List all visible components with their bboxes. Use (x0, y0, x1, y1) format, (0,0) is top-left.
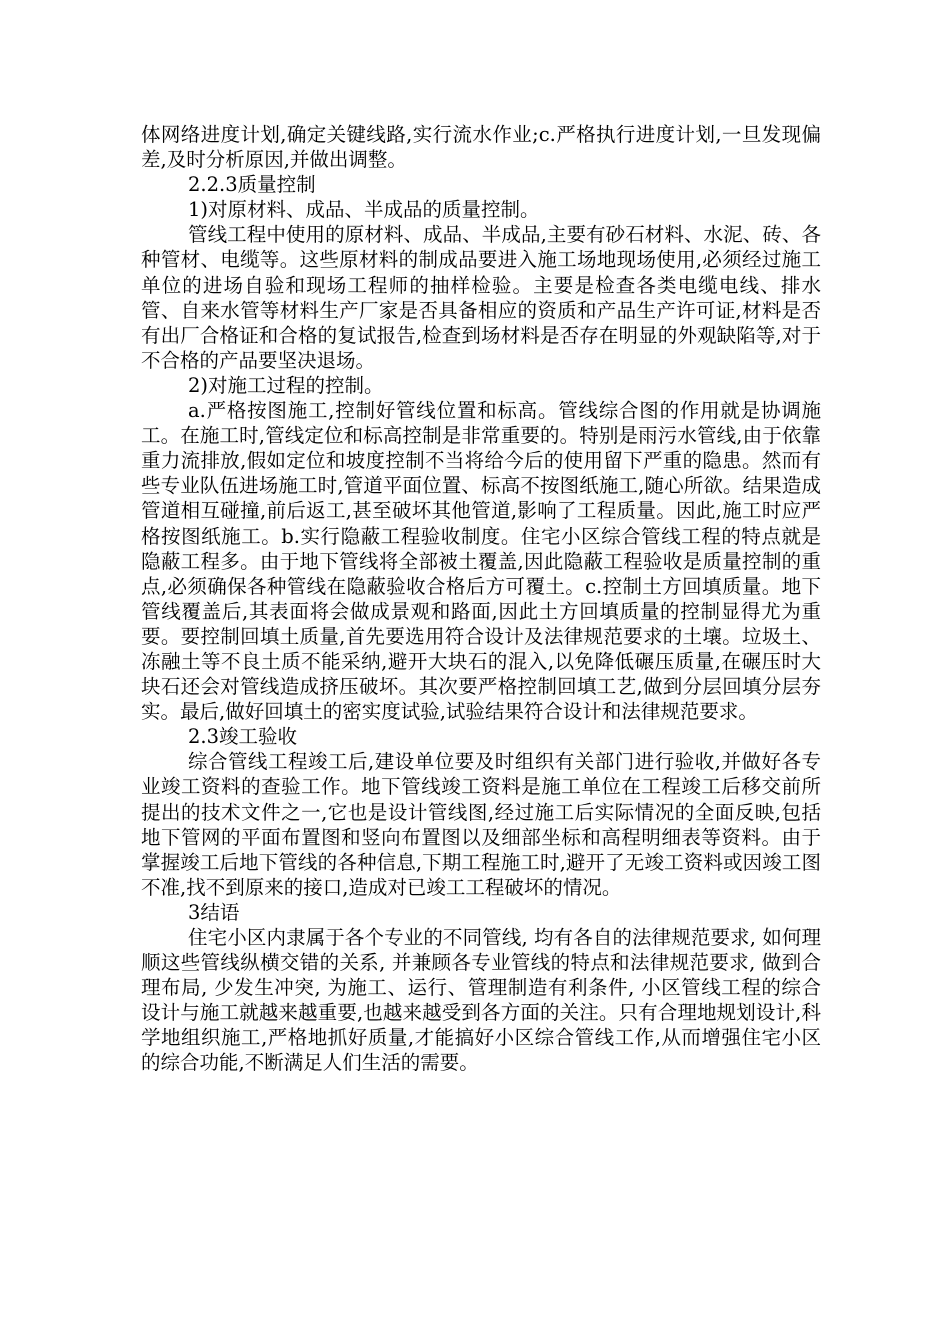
subheading-materials-control: 1)对原材料、成品、半成品的质量控制。 (188, 198, 540, 222)
subheading-process-control: 2)对施工过程的控制。 (188, 373, 384, 397)
paragraph-completion: 综合管线工程竣工后,建设单位要及时组织有关部门进行验收,并做好各专业竣工资料的查验工作。地下管线竣工资料是施工单位在工程竣工后移交前所提出的技术文件之一,它也是设计管线图,经过施工后实际情况的全面反映,包括地下管网的平面布置图和竖向布置图以及细部坐标和高程明细表等资料。由于掌握竣工后地下管线的各种信息,下期工程施工时,避开了无竣工资料或因竣工图不准,找不到原来的接口,造成对已竣工工程破坏的情况。 (141, 750, 821, 899)
paragraph-conclusion: 住宅小区内隶属于各个专业的不同管线, 均有各自的法律规范要求, 如何理顺这些管线纵横交错的关系, 并兼顾各专业管线的特点和法律规范要求, 做到合理布局, 少发生冲突, 为施工、运行、管理制造有利条件, 小区管线工程的综合设计与施工就越来越重要,也越来越受到各方面的关注。只有合理地规划设计,科学地组织施工,严格地抓好质量,才能搞好小区综合管线工作,从而增强住宅小区的综合功能,不断满足人们生活的需要。 (141, 926, 821, 1075)
paragraph-schedule-continuation: 体网络进度计划,确定关键线路,实行流水作业;c.严格执行进度计划,一旦发现偏差,及时分析原因,并做出调整。 (141, 123, 821, 172)
heading-completion-acceptance: 2.3竣工验收 (188, 725, 298, 749)
paragraph-materials: 管线工程中使用的原材料、成品、半成品,主要有砂石材料、水泥、砖、各种管材、电缆等。这些原材料的制成品要进入施工场地现场使用,必须经过施工单位的进场自验和现场工程师的抽样检验。主要是检查各类电缆电线、排水管、自来水管等材料生产厂家是否具备相应的资质和产品生产许可证,材料是否有出厂合格证和合格的复试报告,检查到场材料是否存在明显的外观缺陷等,对于不合格的产品要坚决退场。 (141, 223, 821, 372)
paragraph-process: a.严格按图施工,控制好管线位置和标高。管线综合图的作用就是协调施工。在施工时,管线定位和标高控制是非常重要的。特别是雨污水管线,由于依靠重力流排放,假如定位和坡度控制不当将给今后的使用留下严重的隐患。然而有些专业队伍进场施工时,管道平面位置、标高不按图纸施工,随心所欲。结果造成管道相互碰撞,前后返工,甚至破坏其他管道,影响了工程质量。因此,施工时应严格按图纸施工。b.实行隐蔽工程验收制度。住宅小区综合管线工程的特点就是隐蔽工程多。由于地下管线将全部被土覆盖,因此隐蔽工程验收是质量控制的重点,必须确保各种管线在隐蔽验收合格后方可覆土。c.控制土方回填质量。地下管线覆盖后,其表面将会做成景观和路面,因此土方回填质量的控制显得尤为重要。要控制回填土质量,首先要选用符合设计及法律规范要求的土壤。垃圾土、冻融土等不良土质不能采纳,避开大块石的混入,以免降低碾压质量,在碾压时大块石还会对管线造成挤压破坏。其次要严格控制回填工艺,做到分层回填分层夯实。最后,做好回填土的密实度试验,试验结果符合设计和法律规范要求。 (141, 399, 821, 724)
heading-conclusion: 3结语 (188, 900, 240, 924)
document-body (141, 122, 821, 1076)
heading-quality-control: 2.2.3质量控制 (188, 173, 316, 197)
